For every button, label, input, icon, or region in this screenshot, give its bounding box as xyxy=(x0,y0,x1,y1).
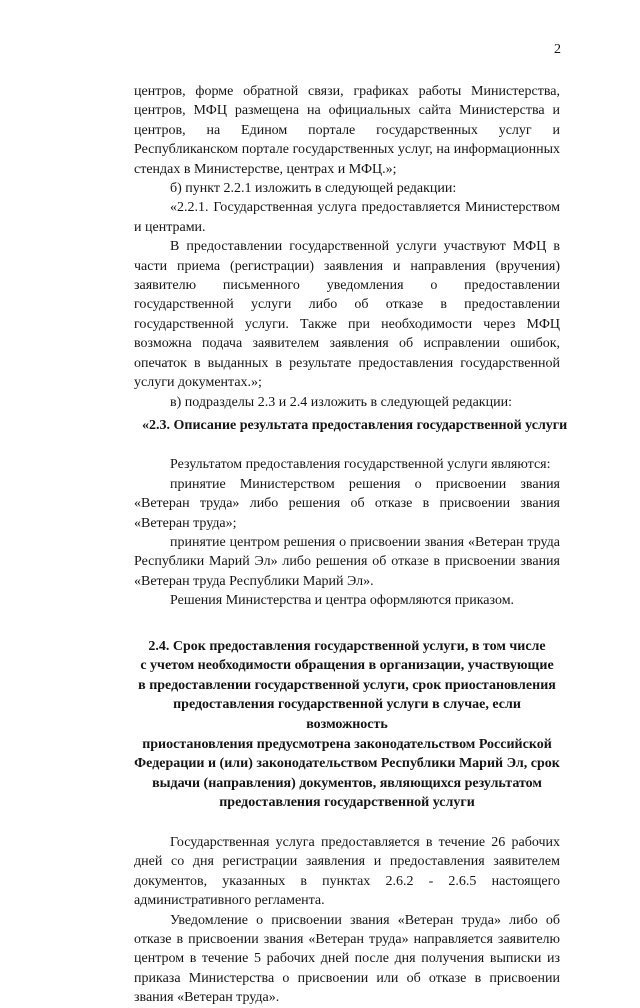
heading-line: предоставления государственной услуги в случае, если возможность xyxy=(173,697,521,732)
paragraph: б) пункт 2.2.1 изложить в следующей редакции: xyxy=(170,181,457,197)
paragraph: «2.2.1. Государственная услуга предоставляется Министерством и центрами. xyxy=(134,200,560,235)
paragraph: принятие Министерством решения о присвоении звания «Ветеран труда» либо решения об отказе в присвоении звания «Ветеран труда»; xyxy=(134,476,560,531)
paragraph: Государственная услуга предоставляется в течение 26 рабочих дней со дня регистрации заявления и предоставления заявителем документов, указанных в пунктах 2.6.2 - 2.6.5 настоящего административного регламента. xyxy=(134,834,560,909)
heading-line: выдачи (направления) документов, являющихся результатом xyxy=(152,775,542,791)
paragraph: Результатом предоставления государственной услуги являются: xyxy=(170,457,551,473)
paragraph: В предоставлении государственной услуги участвуют МФЦ в части приема (регистрации) заявления и направления (вручения) заявителю письменного уведомления о предоставлении государственной услуги либо об отказе в предоставлении государственной услуги. Также при необходимости через МФЦ возможна подача заявителем заявления об исправлении ошибок, опечаток в выданных в результате предоставления государственной услуги документах.»; xyxy=(134,239,560,391)
heading-line: 2.4. Срок предоставления государственной услуги, в том числе xyxy=(148,638,546,654)
section-heading-2-3: «2.3. Описание результата предоставления государственной услуги xyxy=(142,417,568,433)
paragraph: в) подразделы 2.3 и 2.4 изложить в следующей редакции: xyxy=(170,394,512,410)
section-heading-2-4 xyxy=(134,637,560,813)
spacer xyxy=(134,813,560,833)
paragraph: центров, форме обратной связи, графиках работы Министерства, центров, МФЦ размещена на официальных сайта Министерства и центров, на Едином портале государственных услуг и Республиканском портале государственных услуг, на информационных стендах в Министерстве, центрах и МФЦ.»; xyxy=(134,84,560,177)
paragraph: Решения Министерства и центра оформляются приказом. xyxy=(170,593,515,609)
heading-line: приостановления предусмотрена законодательством Российской xyxy=(142,736,552,752)
heading-line: в предоставлении государственной услуги, срок приостановления xyxy=(138,677,556,693)
heading-line: с учетом необходимости обращения в организации, участвующие xyxy=(140,658,554,674)
spacer xyxy=(134,611,560,637)
heading-line: предоставления государственной услуги xyxy=(219,795,475,811)
spacer xyxy=(134,435,560,455)
paragraph: принятие центром решения о присвоении звания «Ветеран труда Республики Марий Эл» либо решения об отказе в присвоении звания «Ветеран труда Республики Марий Эл». xyxy=(134,534,560,589)
page-number: 2 xyxy=(554,42,561,57)
document-body xyxy=(134,82,568,1008)
heading-line: Федерации и (или) законодательством Республики Марий Эл, срок xyxy=(134,756,560,772)
paragraph: Уведомление о присвоении звания «Ветеран труда» либо об отказе в присвоении звания «Ветеран труда» направляется заявителю центром в течение 5 рабочих дней после дня получения выписки из приказа Министерства о присвоении или об отказе в присвоении звания «Ветеран труда». xyxy=(134,912,560,1006)
